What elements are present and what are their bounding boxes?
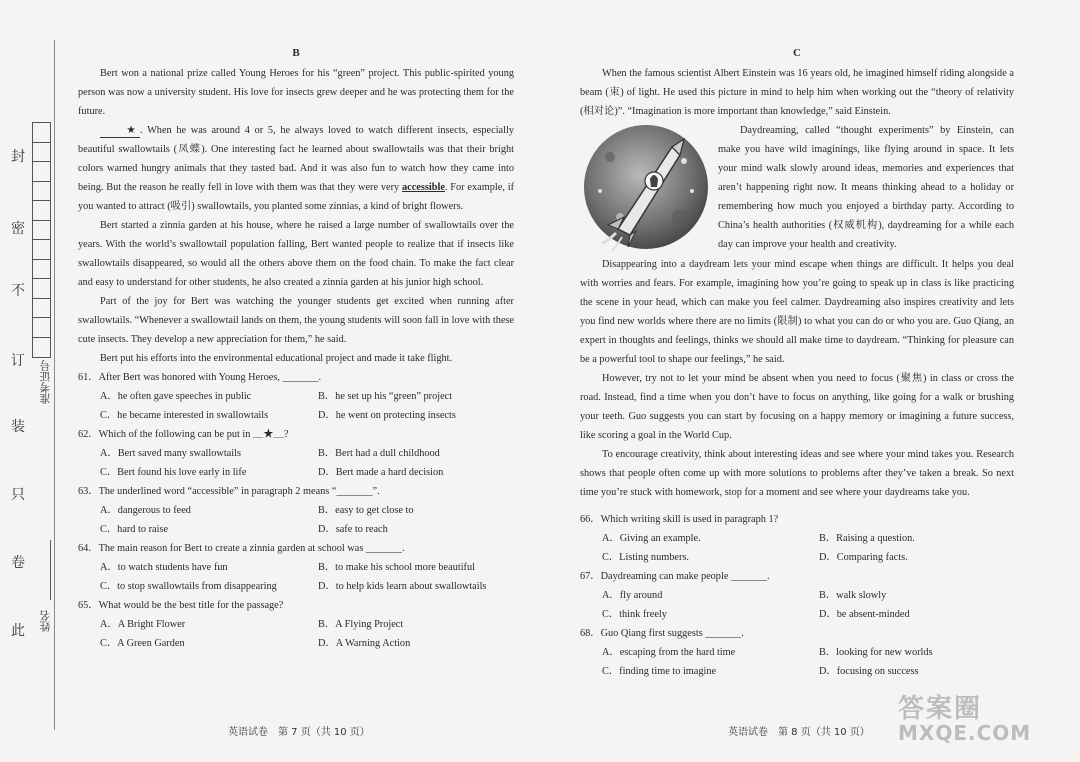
answer-option[interactable]: B．easy to get close to xyxy=(318,505,414,516)
paragraph-text: . When he was around 4 or 5, he always loved to watch different insects, especially beautiful swallowtails (凤蝶). One interesting fact he learned about swallowtails was that their bright colors warned hungry animals that they tasted bad. And it was also fun to watch how they came into being. But the reason he really fell in love with them was that they were very xyxy=(78,125,514,193)
answer-option[interactable]: D．Bert made a hard decision xyxy=(318,467,444,478)
answer-option[interactable]: B．looking for new worlds xyxy=(819,647,933,658)
passage-b-column xyxy=(78,44,514,653)
question-stem: 67．Daydreaming can make people _______. xyxy=(580,571,770,582)
watermark-logo xyxy=(898,688,1031,745)
question-61 xyxy=(78,368,514,425)
paragraph: When the famous scientist Albert Einstein was 16 years old, he imagined himself riding alongside a beam (束) of light. He used this picture in mind to help him when working out the “theory of relativity (相对论)”. “Imagination is more important than knowledge,” said Einstein. xyxy=(580,68,1014,117)
passage-c-column xyxy=(580,44,1014,681)
answer-option[interactable]: C．Bert found his love early in life xyxy=(100,467,247,478)
id-number-boxes[interactable] xyxy=(32,122,51,358)
binding-margin xyxy=(0,0,58,762)
answer-option[interactable]: B．Raising a question. xyxy=(819,533,915,544)
binding-char: 只 xyxy=(11,487,25,503)
answer-option[interactable]: B．A Flying Project xyxy=(318,619,404,630)
question-62 xyxy=(78,425,514,482)
answer-option[interactable]: B．Bert had a dull childhood xyxy=(318,448,440,459)
binding-char: 装 xyxy=(11,419,25,435)
binding-char: 封 xyxy=(11,149,25,165)
id-number-label: 准考证号 xyxy=(39,360,52,404)
answer-option[interactable]: B．to make his school more beautiful xyxy=(318,562,475,573)
question-67 xyxy=(580,567,1014,624)
page-footer-left: 英语试卷 第 7 页（共 10 页） xyxy=(228,727,370,738)
section-heading-b: B xyxy=(292,47,300,59)
question-stem: 63．The underlined word “accessible” in paragraph 2 means “_______”. xyxy=(78,486,380,497)
question-63 xyxy=(78,482,514,539)
paragraph: Bert put his efforts into the environmental educational project and made it take flight. xyxy=(100,353,453,364)
question-65 xyxy=(78,596,514,653)
question-stem: 64．The main reason for Bert to create a zinnia garden at school was _______. xyxy=(78,543,405,554)
binding-char: 密 xyxy=(11,221,25,237)
answer-option[interactable]: D．A Warning Action xyxy=(318,638,411,649)
rocket-girl-illustration xyxy=(580,121,712,255)
answer-option[interactable]: D．be absent-minded xyxy=(819,609,910,620)
watermark-url: MXQE.COM xyxy=(898,721,1032,745)
answer-option[interactable]: D．safe to reach xyxy=(318,524,388,535)
paragraph: Bert started a zinnia garden at his house, where he raised a large number of swallowtails over the years. With the world’s swallowtail population falling, Bert wanted people to realize that if insects like swallowtails disappeared, so would all the others above them on the food chain. To make the fact clear and easy to understand for other students, he also created a zinnia garden at his junior high school. xyxy=(78,220,514,288)
name-line[interactable] xyxy=(50,540,51,600)
answer-option[interactable]: D．he went on protecting insects xyxy=(318,410,456,421)
answer-option[interactable]: A．Bert saved many swallowtails xyxy=(100,448,241,459)
answer-option[interactable]: C．A Green Garden xyxy=(100,638,185,649)
paragraph-2 xyxy=(78,121,514,216)
paragraph: However, try not to let your mind be absent when you need to focus (聚焦) in class or cross the road. Instead, find a time when you don’t have to focus on anything, like going for a walk or brushing your teeth. Guo suggests you can start by focusing on a happy memory or imagining a future success, like scoring a goal in the World Cup. xyxy=(580,373,1014,441)
paragraph: Bert won a national prize called Young Heroes for his “green” project. This public-spirited young person was now a university student. His love for insects grew deeper and he was protecting them for the future. xyxy=(78,68,514,117)
answer-option[interactable]: B．walk slowly xyxy=(819,590,887,601)
name-label: 姓名 xyxy=(39,610,52,632)
question-stem: 68．Guo Qiang first suggests _______. xyxy=(580,628,744,639)
answer-option[interactable]: C．hard to raise xyxy=(100,524,169,535)
answer-option[interactable]: A．to watch students have fun xyxy=(100,562,228,573)
answer-option[interactable]: B．he set up his “green” project xyxy=(318,391,453,402)
watermark-text: 答案圈 xyxy=(898,694,983,724)
binding-char: 此 xyxy=(11,623,25,639)
paragraph: To encourage creativity, think about interesting ideas and see where your mind takes you. Research shows that people often come up with more solutions to problems after they’ve taken a break. So next time you’re stuck with homework, stop for a moment and see where your daydreams take you. xyxy=(580,449,1014,498)
answer-option[interactable]: A．fly around xyxy=(602,590,663,601)
question-64 xyxy=(78,539,514,596)
page-footer-right: 英语试卷 第 8 页（共 10 页） xyxy=(728,727,870,738)
answer-option[interactable]: C．finding time to imagine xyxy=(602,666,717,677)
binding-line xyxy=(54,40,55,730)
paragraph: Part of the joy for Bert was watching the younger students get excited when running after swallowtails. “Whenever a swallowtail lands on them, the young students will soon fall in love with these cute insects. They develop a new appreciation for them,” he said. xyxy=(78,296,514,345)
paragraph-text: . For example, if you wanted to attract (吸引) swallowtails, you planted some zinnias, a kind of bright flowers. xyxy=(78,182,515,212)
answer-option[interactable]: A．he often gave speeches in public xyxy=(100,391,252,402)
answer-option[interactable]: C．to stop swallowtails from disappearing xyxy=(100,581,277,592)
binding-char: 订 xyxy=(11,353,25,369)
answer-option[interactable]: A．Giving an example. xyxy=(602,533,701,544)
question-stem: 62．Which of the following can be put in ＿★＿? xyxy=(78,429,289,440)
binding-char: 卷 xyxy=(11,555,25,571)
answer-option[interactable]: C．think freely xyxy=(602,609,667,620)
question-68 xyxy=(580,624,1014,681)
question-stem: 61．After Bert was honored with Young Heroes, _______. xyxy=(78,372,322,383)
answer-option[interactable]: D．Comparing facts. xyxy=(819,552,908,563)
question-66 xyxy=(580,510,1014,567)
underlined-word: accessible xyxy=(402,182,445,193)
answer-option[interactable]: D．to help kids learn about swallowtails xyxy=(318,581,487,592)
answer-option[interactable]: A．escaping from the hard time xyxy=(602,647,736,658)
answer-option[interactable]: D．focusing on success xyxy=(819,666,919,677)
answer-option[interactable]: C．he became interested in swallowtails xyxy=(100,410,269,421)
paragraph: Daydreaming, called “thought experiments” by Einstein, can make you have wild imaginings, like flying around in space. It lets your mind walk slowly around ideas, memories and experiences that aren’t happening right now. It means thinking ahead to a holiday or remembering how much you enjoyed a birthday party. According to China’s health authorities (权威机构), daydreaming for a while each day can improve your health and creativity. xyxy=(718,125,1014,250)
question-stem: 66．Which writing skill is used in paragraph 1? xyxy=(580,514,779,525)
section-heading-c: C xyxy=(793,47,801,59)
question-stem: 65．What would be the best title for the passage? xyxy=(78,600,284,611)
paragraph: Disappearing into a daydream lets your mind escape when things are difficult. It helps you deal with worries and fears. For example, imagining how you’re going to speak up in class is like practicing the scene in your head, which can make you feel calmer. Daydreaming also inspires creativity and lets you find new worlds where there are no limits (限制) to what you can do or who you are. Guo Qiang, an expert in thoughts and feelings, thinks we should all make time to daydream. “Thinking for pleasure can be a powerful tool to shape our feelings,” he said. xyxy=(580,259,1014,365)
answer-option[interactable]: A．A Bright Flower xyxy=(100,619,186,630)
star-blank: ★ xyxy=(100,125,140,138)
answer-option[interactable]: A．dangerous to feed xyxy=(100,505,191,516)
binding-char: 不 xyxy=(11,283,25,299)
answer-option[interactable]: C．Listing numbers. xyxy=(602,552,689,563)
